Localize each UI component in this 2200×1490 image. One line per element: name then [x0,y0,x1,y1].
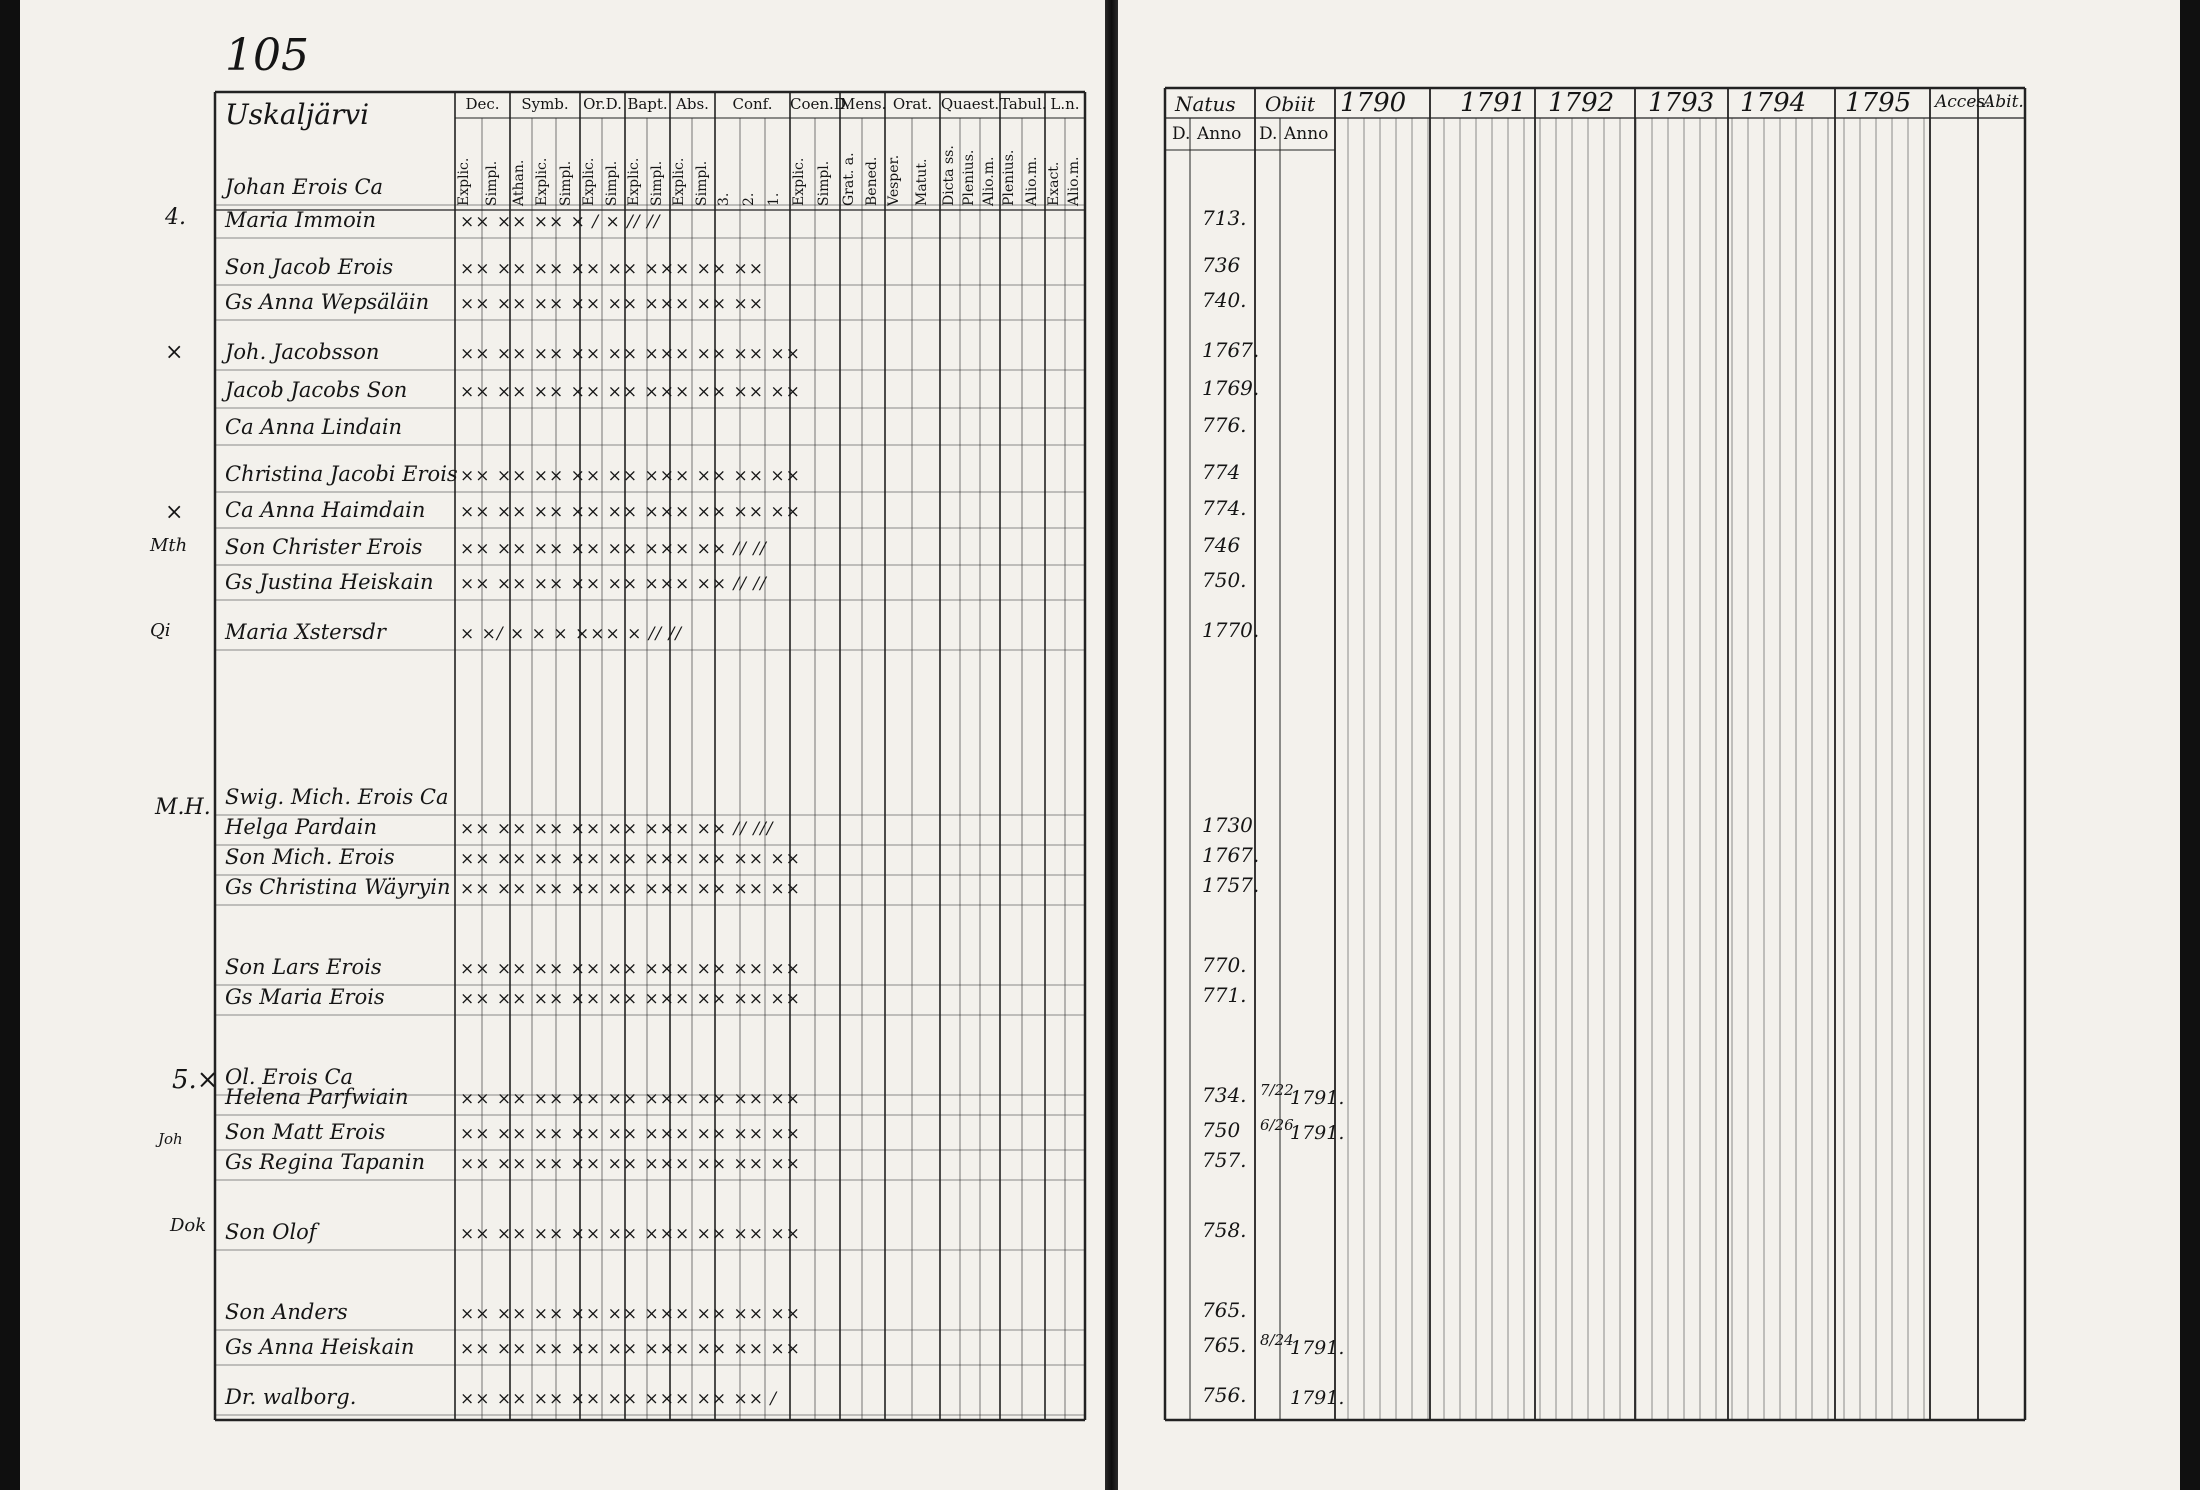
birth-year: 770. [1202,953,1247,977]
birth-year: 1730 [1202,813,1253,837]
header-natus: Natus [1175,92,1236,116]
birth-year: 758. [1202,1218,1247,1242]
death-day: 6/26 [1260,1116,1294,1134]
page-number: 105 [225,30,309,81]
left-subheader: Grat. a. [841,152,857,206]
left-subheader: Alio.m. [1023,156,1040,206]
left-subheader: Explic. [791,157,807,206]
person-name: Gs Justina Heiskain [225,570,434,594]
left-subheader: Bened. [863,156,880,206]
exam-marks: ×× ×× ×× ×× ×× ××× ×× ×× ×× [460,989,801,1009]
header-obiit: Obiit [1265,92,1316,116]
person-name: Son Anders [225,1300,348,1324]
exam-marks: ×× ×× ×× ×× ×× ××× ×× ×× ×× [460,1089,801,1109]
margin-mark-qi: Qi [150,620,171,641]
left-subheader: Plenius. [1001,149,1017,206]
birth-year: 774 [1202,460,1241,484]
left-subheader: Explic. [534,157,551,206]
exam-marks: ×× ×× ×× ×× ×× ××× ×× // // [460,574,767,594]
death-year: 1791. [1290,1122,1345,1144]
person-name: Maria Immoin [225,208,376,232]
left-header-4: Abs. [676,95,709,113]
person-name: Gs Anna Wepsäläin [225,290,430,314]
birth-year: 736 [1202,253,1241,277]
birth-year: 713. [1202,206,1247,230]
left-subheader: Simpl. [648,160,665,206]
exam-marks: ×× ×× ×× ×× ×× ××× ×× ×× ×× [460,344,801,364]
year-1790: 1790 [1340,88,1407,118]
birth-year: 740. [1202,288,1247,312]
person-name: Son Olof [225,1220,317,1244]
margin-mark-cross-2: × [165,500,184,525]
exam-marks: ×× ×× ×× ×× ×× ××× ×× ×× ×× [460,466,801,486]
left-subheader: Simpl. [603,160,620,206]
person-name: Gs Regina Tapanin [225,1150,425,1174]
birth-year: 756. [1202,1383,1247,1407]
birth-year: 746 [1202,533,1241,557]
year-1795: 1795 [1845,88,1912,118]
exam-marks: × ×/ × × × ××× × // // [460,624,683,644]
birth-year: 1770. [1202,618,1260,642]
left-subheader: 1. [766,192,782,206]
person-name: Gs Anna Heiskain [225,1335,415,1359]
margin-mark-mh: M.H. [155,795,211,820]
person-name: Son Mich. Erois [225,845,395,869]
person-name: Gs Christina Wäyryin [225,875,451,899]
year-1793: 1793 [1648,88,1715,118]
birth-year: 776. [1202,413,1247,437]
exam-marks: ×× ×× ×× ×× ×× ××× ×× ×× ×× [460,1339,801,1359]
left-subheader: Simpl. [483,160,500,206]
header-abiit: Abit. [1983,92,2024,112]
birth-year: 765. [1202,1333,1247,1357]
exam-marks: ×× ×× ×× ×× ×× ××× ×× ×× / [460,1389,778,1409]
left-subheader: Exact. [1046,161,1062,206]
death-year: 1791. [1290,1087,1345,1109]
exam-marks: ×× ×× ×× × / × // // [460,212,661,232]
left-subheader: Explic. [581,157,597,206]
left-subheader: 2. [741,192,757,206]
left-subheader: Alio.m. [1066,156,1082,206]
person-name: Helga Pardain [225,815,378,839]
exam-marks: ×× ×× ×× ×× ×× ××× ×× ×× ×× [460,382,801,402]
left-header-6: Coen.D. [790,95,851,113]
year-1794: 1794 [1740,88,1807,118]
left-subheader: Athan. [511,159,527,206]
person-name: Christina Jacobi Erois [225,462,458,486]
left-subheader: Dicta ss. [941,145,957,206]
person-name: Ca Anna Haimdain [225,498,426,522]
birth-year: 1767. [1202,843,1260,867]
left-subheader: Alio.m. [981,156,997,206]
header-accessit: Acces. [1935,92,1991,112]
exam-marks: ×× ×× ×× ×× ×× ××× ×× ×× [460,294,764,314]
left-header-3: Bapt. [627,95,668,113]
birth-year: 771. [1202,983,1247,1007]
person-name: Son Christer Erois [225,535,423,559]
exam-marks: ×× ×× ×× ×× ×× ××× ×× ×× ×× [460,502,801,522]
header-obiit-year: Anno [1284,124,1329,144]
birth-year: 1769. [1202,376,1260,400]
left-header-9: Quaest. [940,95,1000,113]
person-name: Ca Anna Lindain [225,415,403,439]
birth-year: 1757. [1202,873,1260,897]
left-subheader: 3. [716,192,732,206]
year-1792: 1792 [1548,88,1615,118]
margin-mark-mth: Mth [150,535,188,556]
birth-year: 765. [1202,1298,1247,1322]
left-header-8: Orat. [892,95,933,113]
left-subheader: Explic. [626,157,642,206]
exam-marks: ×× ×× ×× ×× ×× ××× ×× ×× ×× [460,879,801,899]
left-subheader: Simpl. [816,160,832,206]
header-obiit-day: D. [1259,124,1278,144]
exam-marks: ×× ×× ×× ×× ×× ××× ×× // /// [460,819,774,839]
exam-marks: ×× ×× ×× ×× ×× ××× ×× ×× ×× [460,1124,801,1144]
header-natus-day: D. [1172,124,1191,144]
birth-year: 774. [1202,496,1247,520]
left-header-5: Conf. [732,95,773,113]
header-natus-year: Anno [1197,124,1242,144]
left-subheader: Simpl. [693,160,710,206]
person-name: Dr. walborg. [225,1385,357,1409]
margin-mark-household-5: 5.× [172,1065,219,1095]
death-year: 1791. [1290,1337,1345,1359]
margin-mark-joh: Joh [158,1130,183,1148]
exam-marks: ×× ×× ×× ×× ×× ××× ×× ×× ×× [460,1224,801,1244]
left-subheader: Plenius. [961,149,977,206]
exam-marks: ×× ×× ×× ×× ×× ××× ×× ×× ×× [460,1154,801,1174]
birth-year: 734. [1202,1083,1247,1107]
person-name: Joh. Jacobsson [225,340,380,364]
person-name: Ol. Erois Ca [225,1065,354,1089]
left-subheader: Vesper. [886,154,902,206]
exam-marks: ×× ×× ×× ×× ×× ××× ×× ×× ×× [460,1304,801,1324]
left-header-2: Or.D. [583,95,622,113]
left-header-1: Symb. [521,95,569,113]
person-name: Son Jacob Erois [225,255,394,279]
exam-marks: ×× ×× ×× ×× ×× ××× ×× ×× ×× [460,959,801,979]
exam-marks: ×× ×× ×× ×× ×× ××× ×× // // [460,539,767,559]
left-header-11: L.n. [1050,95,1080,113]
left-subheader: Matut. [913,158,930,206]
exam-marks: ×× ×× ×× ×× ×× ××× ×× ×× ×× [460,849,801,869]
left-header-10: Tabul. [1000,95,1047,113]
person-name: Gs Maria Erois [225,985,385,1009]
death-day: 8/24 [1260,1331,1294,1349]
person-name: Jacob Jacobs Son [225,378,408,402]
person-name: Swig. Mich. Erois Ca [225,785,449,809]
year-1791: 1791 [1460,88,1527,118]
left-subheader: Simpl. [557,160,574,206]
birth-year: 1767. [1202,338,1260,362]
birth-year: 750 [1202,1118,1241,1142]
margin-mark-dok: Dok [170,1215,207,1236]
person-name: Helena Parfwiain [225,1085,409,1109]
left-subheader: Explic. [671,157,687,206]
person-name: Son Matt Erois [225,1120,386,1144]
person-name: Son Lars Erois [225,955,382,979]
left-subheader: Explic. [456,157,472,206]
death-year: 1791. [1290,1387,1345,1409]
left-header-0: Dec. [465,95,500,113]
person-name: Johan Erois Ca [225,175,384,199]
person-name: Maria Xstersdr [225,620,386,644]
village-name: Uskaljärvi [225,98,370,131]
death-day: 7/22 [1260,1081,1294,1099]
margin-mark-cross: × [165,340,184,365]
left-header-7: Mens. [840,95,887,113]
margin-mark-household-4: 4. [165,205,186,230]
birth-year: 750. [1202,568,1247,592]
exam-marks: ×× ×× ×× ×× ×× ××× ×× ×× [460,259,764,279]
birth-year: 757. [1202,1148,1247,1172]
